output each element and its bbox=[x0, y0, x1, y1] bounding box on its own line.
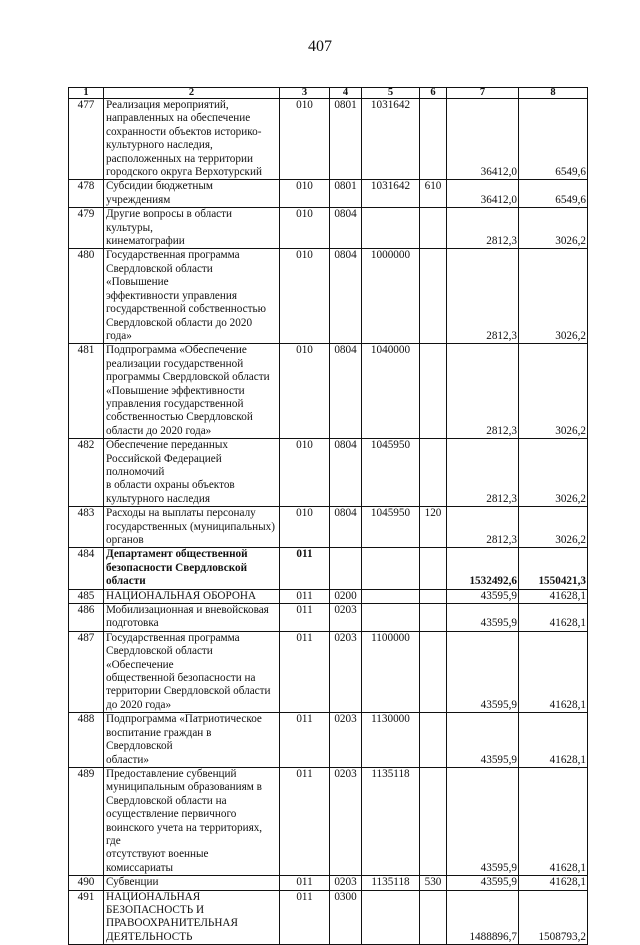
cell-c5: 1135118 bbox=[362, 767, 420, 875]
table-row bbox=[69, 631, 588, 712]
cell-c5: 1135118 bbox=[362, 876, 420, 890]
cell-c4: 0804 bbox=[330, 439, 362, 507]
cell-c3: 011 bbox=[280, 713, 330, 768]
cell-c6 bbox=[420, 344, 447, 439]
cell-c3: 010 bbox=[280, 507, 330, 548]
cell-v7: 2812,3 bbox=[447, 439, 519, 507]
col-header: 2 bbox=[104, 88, 280, 99]
cell-n: 477 bbox=[69, 99, 104, 180]
cell-n: 485 bbox=[69, 589, 104, 603]
cell-v7: 2812,3 bbox=[447, 507, 519, 548]
cell-c4: 0203 bbox=[330, 604, 362, 632]
cell-c4: 0801 bbox=[330, 99, 362, 180]
cell-c6 bbox=[420, 713, 447, 768]
cell-c3: 010 bbox=[280, 208, 330, 249]
cell-name: Подпрограмма «Обеспечение реализации государственной программы Свердловской области «Повышение эффективности управления государственной собственностью Свердловской области до 2020 года» bbox=[104, 344, 280, 439]
cell-v8: 3026,2 bbox=[519, 208, 588, 249]
cell-c3: 010 bbox=[280, 99, 330, 180]
cell-c4: 0200 bbox=[330, 589, 362, 603]
cell-c6: 610 bbox=[420, 180, 447, 208]
col-header: 4 bbox=[330, 88, 362, 99]
cell-n: 483 bbox=[69, 507, 104, 548]
cell-name: Департамент общественной безопасности Свердловской области bbox=[104, 548, 280, 589]
cell-c3: 010 bbox=[280, 180, 330, 208]
cell-n: 481 bbox=[69, 344, 104, 439]
col-header: 3 bbox=[280, 88, 330, 99]
cell-n: 482 bbox=[69, 439, 104, 507]
cell-n: 489 bbox=[69, 767, 104, 875]
page-number: 407 bbox=[308, 38, 332, 55]
col-header: 1 bbox=[69, 88, 104, 99]
cell-c5: 1000000 bbox=[362, 249, 420, 344]
cell-c3: 011 bbox=[280, 631, 330, 712]
table-row bbox=[69, 604, 588, 632]
cell-c3: 011 bbox=[280, 604, 330, 632]
col-header: 6 bbox=[420, 88, 447, 99]
cell-v7: 36412,0 bbox=[447, 99, 519, 180]
cell-name: Предоставление субвенций муниципальным образованиям в Свердловской области на осуществление первичного воинского учета на территориях, где отсутствуют военные комиссариаты bbox=[104, 767, 280, 875]
table-row bbox=[69, 208, 588, 249]
cell-n: 478 bbox=[69, 180, 104, 208]
table-row bbox=[69, 890, 588, 945]
table-row bbox=[69, 548, 588, 589]
table-row bbox=[69, 439, 588, 507]
cell-name: Государственная программа Свердловской области «Обеспечение общественной безопасности на территории Свердловской области до 2020 года» bbox=[104, 631, 280, 712]
col-header: 5 bbox=[362, 88, 420, 99]
table-row bbox=[69, 876, 588, 890]
cell-c6 bbox=[420, 99, 447, 180]
cell-c6 bbox=[420, 208, 447, 249]
cell-name: НАЦИОНАЛЬНАЯ ОБОРОНА bbox=[104, 589, 280, 603]
cell-c5 bbox=[362, 208, 420, 249]
cell-c6: 530 bbox=[420, 876, 447, 890]
cell-c4: 0203 bbox=[330, 876, 362, 890]
cell-c5 bbox=[362, 890, 420, 945]
cell-v7: 1532492,6 bbox=[447, 548, 519, 589]
cell-v7: 2812,3 bbox=[447, 344, 519, 439]
cell-v7: 43595,9 bbox=[447, 767, 519, 875]
cell-c3: 010 bbox=[280, 439, 330, 507]
table-row bbox=[69, 249, 588, 344]
cell-v8: 41628,1 bbox=[519, 631, 588, 712]
cell-v7: 43595,9 bbox=[447, 631, 519, 712]
cell-v8: 41628,1 bbox=[519, 589, 588, 603]
cell-n: 484 bbox=[69, 548, 104, 589]
cell-c6 bbox=[420, 767, 447, 875]
cell-c3: 011 bbox=[280, 876, 330, 890]
table-row bbox=[69, 180, 588, 208]
cell-v7: 36412,0 bbox=[447, 180, 519, 208]
cell-c5: 1040000 bbox=[362, 344, 420, 439]
cell-c3: 010 bbox=[280, 249, 330, 344]
cell-c4: 0203 bbox=[330, 767, 362, 875]
cell-c4: 0203 bbox=[330, 713, 362, 768]
table-row bbox=[69, 344, 588, 439]
cell-v7: 1488896,7 bbox=[447, 890, 519, 945]
cell-c6: 120 bbox=[420, 507, 447, 548]
cell-v8: 1508793,2 bbox=[519, 890, 588, 945]
cell-c3: 011 bbox=[280, 767, 330, 875]
cell-c6 bbox=[420, 548, 447, 589]
cell-n: 488 bbox=[69, 713, 104, 768]
cell-v7: 43595,9 bbox=[447, 713, 519, 768]
cell-c3: 011 bbox=[280, 890, 330, 945]
cell-n: 486 bbox=[69, 604, 104, 632]
cell-n: 480 bbox=[69, 249, 104, 344]
cell-c6 bbox=[420, 631, 447, 712]
cell-c6 bbox=[420, 249, 447, 344]
cell-v7: 43595,9 bbox=[447, 604, 519, 632]
cell-c6 bbox=[420, 890, 447, 945]
cell-name: Другие вопросы в области культуры, кинематографии bbox=[104, 208, 280, 249]
cell-c4: 0804 bbox=[330, 208, 362, 249]
cell-n: 479 bbox=[69, 208, 104, 249]
cell-v8: 3026,2 bbox=[519, 344, 588, 439]
cell-name: Государственная программа Свердловской области «Повышение эффективности управления государственной собственностью Свердловской области до 2020 года» bbox=[104, 249, 280, 344]
cell-name: Субвенции bbox=[104, 876, 280, 890]
cell-c5 bbox=[362, 548, 420, 589]
table-row bbox=[69, 589, 588, 603]
cell-v8: 41628,1 bbox=[519, 604, 588, 632]
cell-v8: 1550421,3 bbox=[519, 548, 588, 589]
cell-v8: 41628,1 bbox=[519, 767, 588, 875]
cell-c4: 0804 bbox=[330, 344, 362, 439]
col-header: 7 bbox=[447, 88, 519, 99]
cell-v8: 41628,1 bbox=[519, 713, 588, 768]
cell-c5: 1031642 bbox=[362, 99, 420, 180]
cell-name: Реализация мероприятий, направленных на обеспечение сохранности объектов историко- культурного наследия, расположенных на территории городского округа Верхотурский bbox=[104, 99, 280, 180]
col-header: 8 bbox=[519, 88, 588, 99]
cell-name: Подпрограмма «Патриотическое воспитание граждан в Свердловской области» bbox=[104, 713, 280, 768]
cell-v8: 3026,2 bbox=[519, 507, 588, 548]
cell-c5: 1100000 bbox=[362, 631, 420, 712]
cell-c5: 1031642 bbox=[362, 180, 420, 208]
cell-c5: 1045950 bbox=[362, 439, 420, 507]
cell-c3: 010 bbox=[280, 344, 330, 439]
cell-c6 bbox=[420, 604, 447, 632]
cell-c4: 0801 bbox=[330, 180, 362, 208]
table-row bbox=[69, 713, 588, 768]
cell-c4: 0203 bbox=[330, 631, 362, 712]
budget-table bbox=[68, 87, 588, 945]
table-row bbox=[69, 99, 588, 180]
table-row bbox=[69, 767, 588, 875]
cell-name: Мобилизационная и вневойсковая подготовка bbox=[104, 604, 280, 632]
cell-n: 490 bbox=[69, 876, 104, 890]
cell-v8: 41628,1 bbox=[519, 876, 588, 890]
cell-c5 bbox=[362, 604, 420, 632]
cell-v7: 2812,3 bbox=[447, 249, 519, 344]
cell-c3: 011 bbox=[280, 589, 330, 603]
cell-v8: 6549,6 bbox=[519, 180, 588, 208]
cell-c5: 1045950 bbox=[362, 507, 420, 548]
cell-n: 491 bbox=[69, 890, 104, 945]
cell-v7: 2812,3 bbox=[447, 208, 519, 249]
cell-c6 bbox=[420, 439, 447, 507]
cell-c4: 0300 bbox=[330, 890, 362, 945]
cell-name: Обеспечение переданных Российской Федерацией полномочий в области охраны объектов культурного наследия bbox=[104, 439, 280, 507]
cell-c4: 0804 bbox=[330, 507, 362, 548]
cell-name: Субсидии бюджетным учреждениям bbox=[104, 180, 280, 208]
cell-name: Расходы на выплаты персоналу государственных (муниципальных) органов bbox=[104, 507, 280, 548]
cell-v7: 43595,9 bbox=[447, 876, 519, 890]
cell-c4 bbox=[330, 548, 362, 589]
cell-c6 bbox=[420, 589, 447, 603]
cell-n: 487 bbox=[69, 631, 104, 712]
cell-c3: 011 bbox=[280, 548, 330, 589]
cell-c5 bbox=[362, 589, 420, 603]
cell-c5: 1130000 bbox=[362, 713, 420, 768]
header-row bbox=[69, 88, 588, 99]
cell-v7: 43595,9 bbox=[447, 589, 519, 603]
table-row bbox=[69, 507, 588, 548]
cell-v8: 6549,6 bbox=[519, 99, 588, 180]
cell-v8: 3026,2 bbox=[519, 249, 588, 344]
cell-v8: 3026,2 bbox=[519, 439, 588, 507]
cell-c4: 0804 bbox=[330, 249, 362, 344]
cell-name: НАЦИОНАЛЬНАЯ БЕЗОПАСНОСТЬ И ПРАВООХРАНИТЕЛЬНАЯ ДЕЯТЕЛЬНОСТЬ bbox=[104, 890, 280, 945]
